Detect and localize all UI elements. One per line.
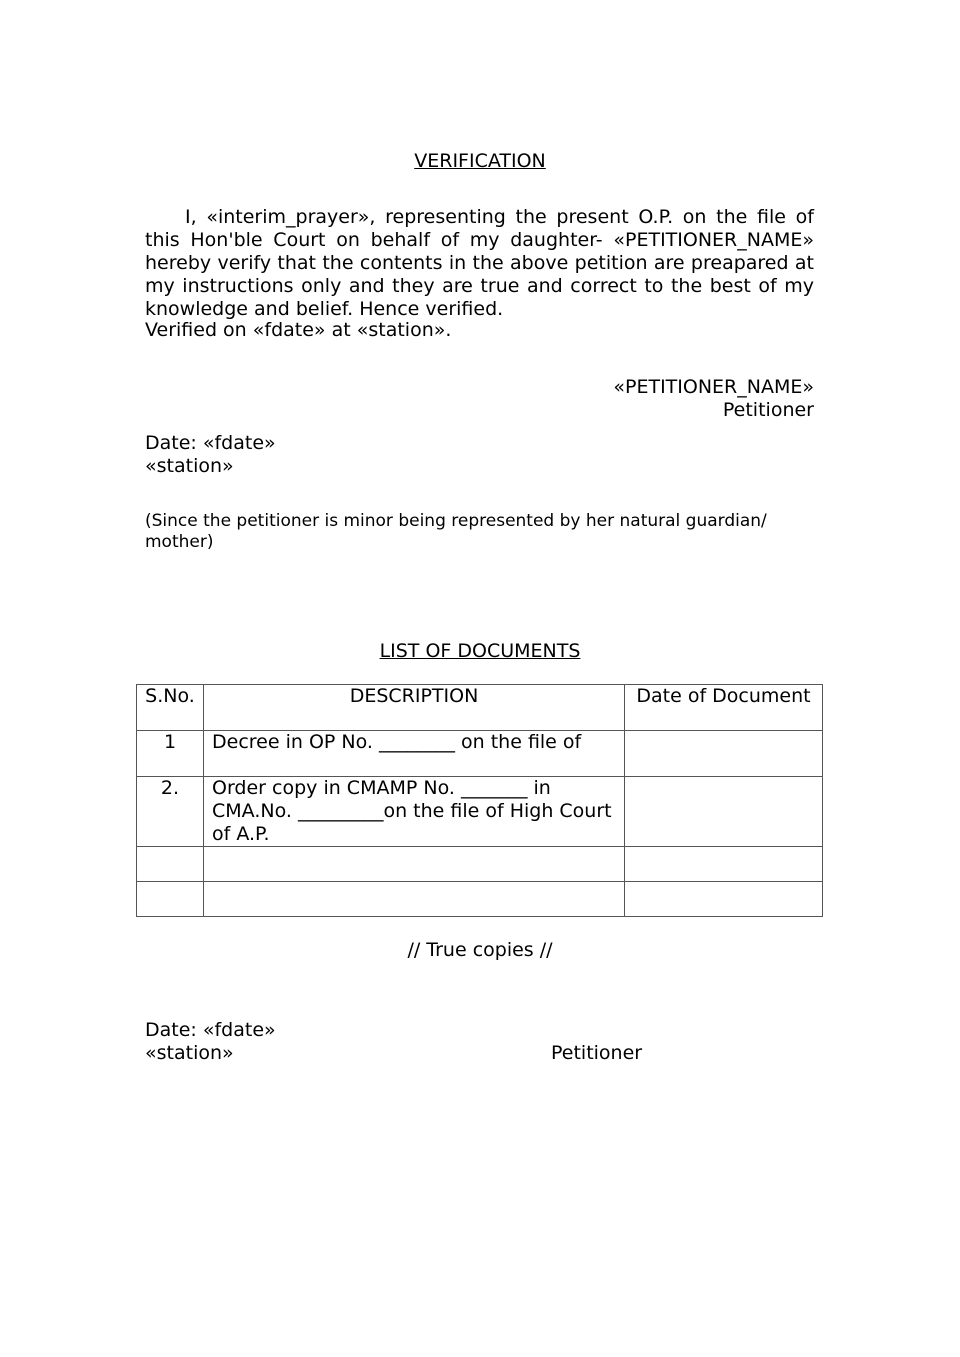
- footer-date-line: Date: «fdate»: [145, 1019, 276, 1041]
- cell-date: [625, 731, 823, 777]
- table-row: [137, 882, 823, 917]
- cell-description: Order copy in CMAMP No. _______ in CMA.No. _________on the file of High Court of A.P.: [204, 777, 625, 847]
- column-header-date: Date of Document: [625, 685, 823, 731]
- cell-description: [204, 882, 625, 917]
- verification-heading: VERIFICATION: [414, 150, 546, 172]
- cell-date: [625, 847, 823, 882]
- signature-block: [145, 376, 814, 422]
- documents-heading: LIST OF DOCUMENTS: [379, 640, 581, 662]
- table-header-row: [137, 685, 823, 731]
- column-header-sno: S.No.: [137, 685, 204, 731]
- cell-sno: 1: [137, 731, 204, 777]
- footer-date-station-block: [145, 1019, 276, 1065]
- signature-name: «PETITIONER_NAME»: [613, 376, 814, 398]
- date-line: Date: «fdate»: [145, 432, 276, 454]
- verified-on-line: Verified on «fdate» at «station».: [145, 319, 452, 341]
- cell-description: [204, 847, 625, 882]
- cell-description: Decree in OP No. ________ on the file of: [204, 731, 625, 777]
- cell-sno: [137, 847, 204, 882]
- cell-date: [625, 777, 823, 847]
- table-row: [137, 731, 823, 777]
- footer-station-line: «station»: [145, 1042, 234, 1064]
- signature-role: Petitioner: [722, 399, 814, 421]
- documents-table: [136, 684, 823, 917]
- guardian-note: (Since the petitioner is minor being represented by her natural guardian/ mother): [145, 511, 767, 552]
- footer-petitioner-label: Petitioner: [551, 1042, 643, 1064]
- station-line: «station»: [145, 455, 234, 477]
- cell-date: [625, 882, 823, 917]
- verification-paragraph: I, «interim_prayer», representing the present O.P. on the file of this Hon'ble Court on behalf of my daughter- «PETITIONER_NAME» hereby verify that the contents in the above petition are preapared at my instructions only and they are true and correct to the best of my knowledge and belief. Hence verified.: [145, 206, 814, 320]
- true-copies-line: // True copies //: [407, 939, 553, 961]
- cell-sno: 2.: [137, 777, 204, 847]
- column-header-description: DESCRIPTION: [204, 685, 625, 731]
- date-station-block: [145, 432, 276, 478]
- table-row: [137, 777, 823, 847]
- cell-sno: [137, 882, 204, 917]
- table-row: [137, 847, 823, 882]
